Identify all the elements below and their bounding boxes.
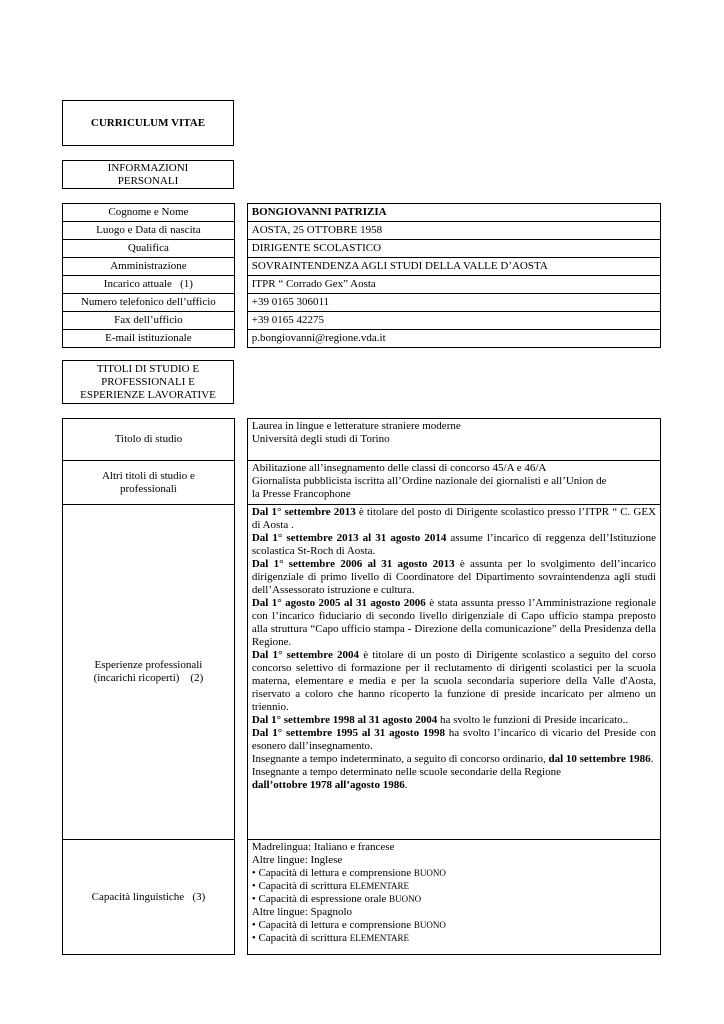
experience-entry: Dal 1° settembre 1998 al 31 agosto 2004 ha svolto le funzioni di Preside incaricato..: [251, 714, 629, 726]
experience-entry: Dal 1° settembre 2013 è titolare del posto di Dirigente scolastico presso l’ITPR “ C. GEX di Aosta .: [251, 506, 656, 531]
experience-value: [247, 505, 660, 840]
personal-row: [63, 330, 661, 348]
personal-row: [63, 240, 661, 258]
personal-row: [63, 222, 661, 240]
personal-label: Numero telefonico dell’ufficio: [63, 294, 235, 312]
personal-value: +39 0165 42275: [247, 312, 660, 330]
experience-entry: Dal 1° settembre 1995 al 31 agosto 1998 ha svolto l’incarico di vicario del Preside con esonero dall’insegnamento.: [251, 727, 657, 752]
personal-value: p.bongiovanni@regione.vda.it: [247, 330, 660, 348]
titles-header-line1: TITOLI DI STUDIO E: [96, 362, 200, 375]
study-title-line: Laurea in lingue e letterature straniere moderne: [251, 420, 461, 432]
other-titles-line: la Presse Francophone: [251, 488, 351, 500]
personal-label: Fax dell’ufficio: [63, 312, 235, 330]
other-titles-row: [63, 461, 661, 505]
personal-label: Incarico attuale (1): [63, 276, 235, 294]
other-titles-label-line: professionali: [120, 482, 177, 495]
other-language: Altre lingue: Inglese: [251, 854, 343, 866]
personal-row: [63, 204, 661, 222]
experience-label: [63, 505, 235, 840]
other-titles-label-line: Altri titoli di studio e: [101, 469, 195, 482]
study-title-value: [247, 419, 660, 461]
languages-row: [63, 840, 661, 955]
other-titles-line: Abilitazione all’insegnamento delle classi di concorso 45/A e 46/A: [251, 462, 547, 474]
experience-entry: Dal 1° settembre 2013 al 31 agosto 2014 assume l’incarico di reggenza dell’Istituzione scolastica St-Roch di Aosta.: [251, 532, 656, 557]
titles-header-line2: PROFESSIONALI E: [101, 375, 195, 388]
personal-row: [63, 294, 661, 312]
personal-value: AOSTA, 25 OTTOBRE 1958: [247, 222, 660, 240]
experience-label-line: Esperienze professionali: [94, 659, 203, 671]
language-skill: • Capacità di espressione orale BUONO: [251, 893, 422, 905]
personal-label: Amministrazione: [63, 258, 235, 276]
experience-entry: Insegnante a tempo determinato nelle scuole secondarie della Regione dall’ottobre 1978 all’agosto 1986.: [251, 766, 561, 791]
titles-table: [62, 418, 661, 955]
language-skill: • Capacità di scrittura ELEMENTARE: [251, 932, 410, 944]
experience-entry: Dal 1° settembre 2006 al 31 agosto 2013 è assunta per lo svolgimento dell’incarico dirigenziale di primo livello di Coordinatore del Dipartimento sovraintendenza agli studi dell’Assessorato istruzione e cultura.: [251, 558, 656, 596]
personal-row: [63, 312, 661, 330]
personal-label: Cognome e Nome: [63, 204, 235, 222]
personal-row: [63, 258, 661, 276]
language-skill: • Capacità di scrittura ELEMENTARE: [251, 880, 410, 892]
titles-section-header: [62, 360, 234, 404]
experience-row: [63, 505, 661, 840]
mother-tongue: Madrelingua: Italiano e francese: [251, 841, 395, 853]
other-language: Altre lingue: Spagnolo: [251, 906, 353, 918]
language-skill: • Capacità di lettura e comprensione BUONO: [251, 867, 446, 879]
personal-value: DIRIGENTE SCOLASTICO: [247, 240, 660, 258]
language-skill: • Capacità di lettura e comprensione BUONO: [251, 919, 446, 931]
titles-header-line3: ESPERIENZE LAVORATIVE: [80, 388, 216, 401]
personal-info-table: [62, 203, 661, 348]
personal-label: Qualifica: [63, 240, 235, 258]
experience-entry: Dal 1° settembre 2004 è titolare di un posto di Dirigente scolastico a seguito del corso concorso selettivo di formazione per il reclutamento di dirigenti scolastici per la scuola materna, elementare e media e per la scuola secondaria superiore della Valle d'Aosta, riservato a coloro che hanno ricoperto la funzione di preside incaricato per almeno un triennio.: [251, 649, 657, 713]
personal-info-header: [62, 160, 234, 189]
personal-row: [63, 276, 661, 294]
cv-title: CURRICULUM VITAE: [90, 116, 206, 129]
cv-title-box: [62, 100, 234, 146]
personal-value: ITPR “ Corrado Gex” Aosta: [247, 276, 660, 294]
study-title-line: Università degli studi di Torino: [251, 433, 390, 445]
other-titles-label: [63, 461, 235, 505]
personal-label: E-mail istituzionale: [63, 330, 235, 348]
experience-label-line: (incarichi ricoperti) (2): [93, 672, 204, 684]
experience-entry: Dal 1° agosto 2005 al 31 agosto 2006 è stata assunta presso l’Amministrazione regionale con l’incarico fiduciario di secondo livello dirigenziale di Capo ufficio stampa preposto alla struttura “Capo ufficio stampa - Direzione della comunicazione” della Presidenza della Regione.: [251, 597, 657, 648]
study-title-row: [63, 419, 661, 461]
personal-header-line1: INFORMAZIONI: [107, 161, 189, 174]
personal-value: +39 0165 306011: [247, 294, 660, 312]
personal-value: BONGIOVANNI PATRIZIA: [247, 204, 660, 222]
other-titles-value: [247, 461, 660, 505]
experience-entry: Insegnante a tempo indeterminato, a seguito di concorso ordinario, dal 10 settembre 1986.: [251, 753, 654, 765]
personal-label: Luogo e Data di nascita: [63, 222, 235, 240]
languages-value: [247, 840, 660, 955]
languages-label: Capacità linguistiche (3): [63, 840, 235, 955]
study-title-label: Titolo di studio: [63, 419, 235, 461]
other-titles-line: Giornalista pubblicista iscritta all’Ordine nazionale dei giornalisti e all’Union de: [251, 475, 607, 487]
personal-value: SOVRAINTENDENZA AGLI STUDI DELLA VALLE D’AOSTA: [247, 258, 660, 276]
personal-header-line2: PERSONALI: [117, 174, 179, 187]
